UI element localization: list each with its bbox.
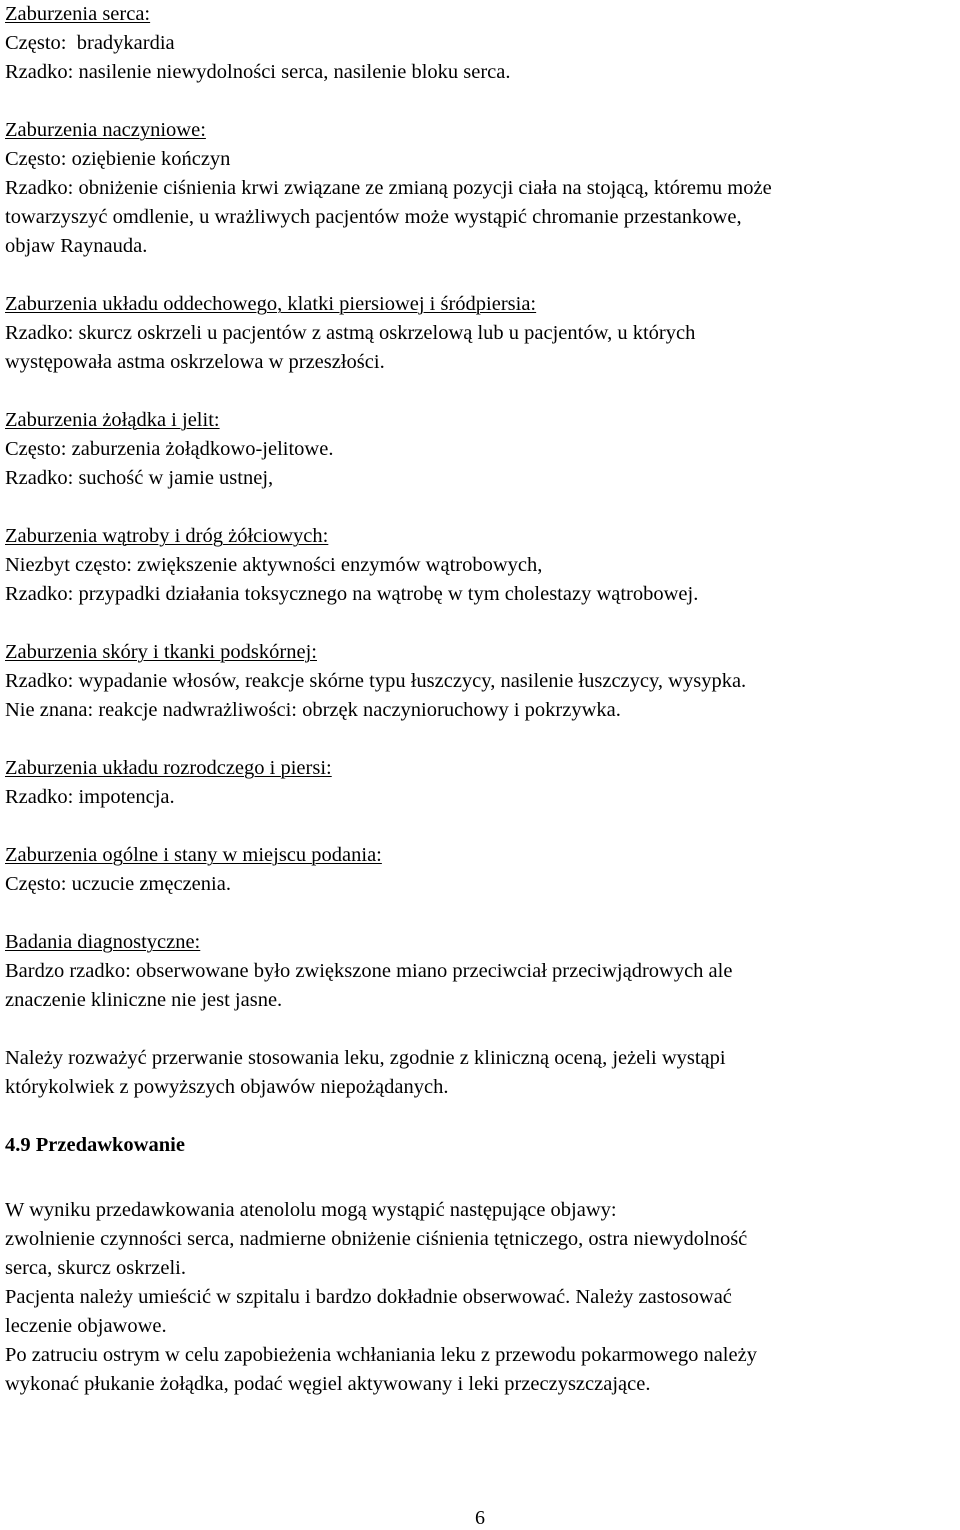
overdose-line: zwolnienie czynności serca, nadmierne obniżenie ciśnienia tętniczego, ostra niewydolność: [5, 1228, 748, 1250]
discontinuation-note: [5, 1044, 955, 1102]
section-line: objaw Raynauda.: [5, 235, 148, 257]
section-line: Często: uczucie zmęczenia.: [5, 873, 231, 895]
note-line: którykolwiek z powyższych objawów niepożądanych.: [5, 1076, 449, 1098]
section-line: Rzadko: wypadanie włosów, reakcje skórne typu łuszczycy, nasilenie łuszczycy, wysypka.: [5, 670, 747, 692]
section-vascular-disorders: [5, 116, 955, 261]
section-heading: Zaburzenia ogólne i stany w miejscu podania:: [5, 844, 382, 866]
section-line: Często: oziębienie kończyn: [5, 148, 231, 170]
section-heading: Zaburzenia naczyniowe:: [5, 119, 206, 141]
section-heading: Zaburzenia układu oddechowego, klatki piersiowej i śródpiersia:: [5, 293, 537, 315]
overdose-line: Pacjenta należy umieścić w szpitalu i bardzo dokładnie obserwować. Należy zastosować: [5, 1286, 732, 1308]
section-heading: Zaburzenia skóry i tkanki podskórnej:: [5, 641, 317, 663]
section-gastrointestinal-disorders: [5, 406, 955, 493]
overdose-line: serca, skurcz oskrzeli.: [5, 1257, 186, 1279]
section-heading: Badania diagnostyczne:: [5, 931, 201, 953]
section-heading: Zaburzenia serca:: [5, 3, 151, 25]
document-page: [5, 0, 955, 1399]
section-line: Często: bradykardia: [5, 32, 175, 54]
section-line: Rzadko: impotencja.: [5, 786, 175, 808]
overdose-line: leczenie objawowe.: [5, 1315, 167, 1337]
section-line: Rzadko: skurcz oskrzeli u pacjentów z astmą oskrzelową lub u pacjentów, u których: [5, 322, 696, 344]
overdose-line: Po zatruciu ostrym w celu zapobieżenia wchłaniania leku z przewodu pokarmowego należy: [5, 1344, 757, 1366]
section-line: Bardzo rzadko: obserwowane było zwiększone miano przeciwciał przeciwjądrowych ale: [5, 960, 733, 982]
section-hepatobiliary-disorders: [5, 522, 955, 609]
section-line: Rzadko: obniżenie ciśnienia krwi związane ze zmianą pozycji ciała na stojącą, któremu może: [5, 177, 772, 199]
section-heading: Zaburzenia wątroby i dróg żółciowych:: [5, 525, 329, 547]
overdose-section-title: 4.9 Przedawkowanie: [5, 1134, 185, 1156]
section-line: towarzyszyć omdlenie, u wrażliwych pacjentów może wystąpić chromanie przestankowe,: [5, 206, 742, 228]
section-general-disorders: [5, 841, 955, 899]
section-reproductive-disorders: [5, 754, 955, 812]
page-number: 6: [475, 1507, 485, 1529]
section-heading: Zaburzenia układu rozrodczego i piersi:: [5, 757, 332, 779]
section-line: występowała astma oskrzelowa w przeszłości.: [5, 351, 385, 373]
section-line: Nie znana: reakcje nadwrażliwości: obrzęk naczynioruchowy i pokrzywka.: [5, 699, 621, 721]
overdose-section-body: [5, 1196, 955, 1399]
section-respiratory-disorders: [5, 290, 955, 377]
section-heading: Zaburzenia żołądka i jelit:: [5, 409, 220, 431]
overdose-line: wykonać płukanie żołądka, podać węgiel aktywowany i leki przeczyszczające.: [5, 1373, 651, 1395]
section-cardiac-disorders: [5, 0, 955, 87]
section-line: Rzadko: przypadki działania toksycznego na wątrobę w tym cholestazy wątrobowej.: [5, 583, 699, 605]
section-line: Rzadko: nasilenie niewydolności serca, nasilenie bloku serca.: [5, 61, 511, 83]
section-line: Niezbyt często: zwiększenie aktywności enzymów wątrobowych,: [5, 554, 543, 576]
section-line: Często: zaburzenia żołądkowo-jelitowe.: [5, 438, 334, 460]
section-line: Rzadko: suchość w jamie ustnej,: [5, 467, 274, 489]
section-line: znaczenie kliniczne nie jest jasne.: [5, 989, 283, 1011]
section-investigations: [5, 928, 955, 1015]
note-line: Należy rozważyć przerwanie stosowania leku, zgodnie z kliniczną oceną, jeżeli wystąpi: [5, 1047, 726, 1069]
overdose-line: W wyniku przedawkowania atenololu mogą wystąpić następujące objawy:: [5, 1199, 617, 1221]
section-skin-disorders: [5, 638, 955, 725]
